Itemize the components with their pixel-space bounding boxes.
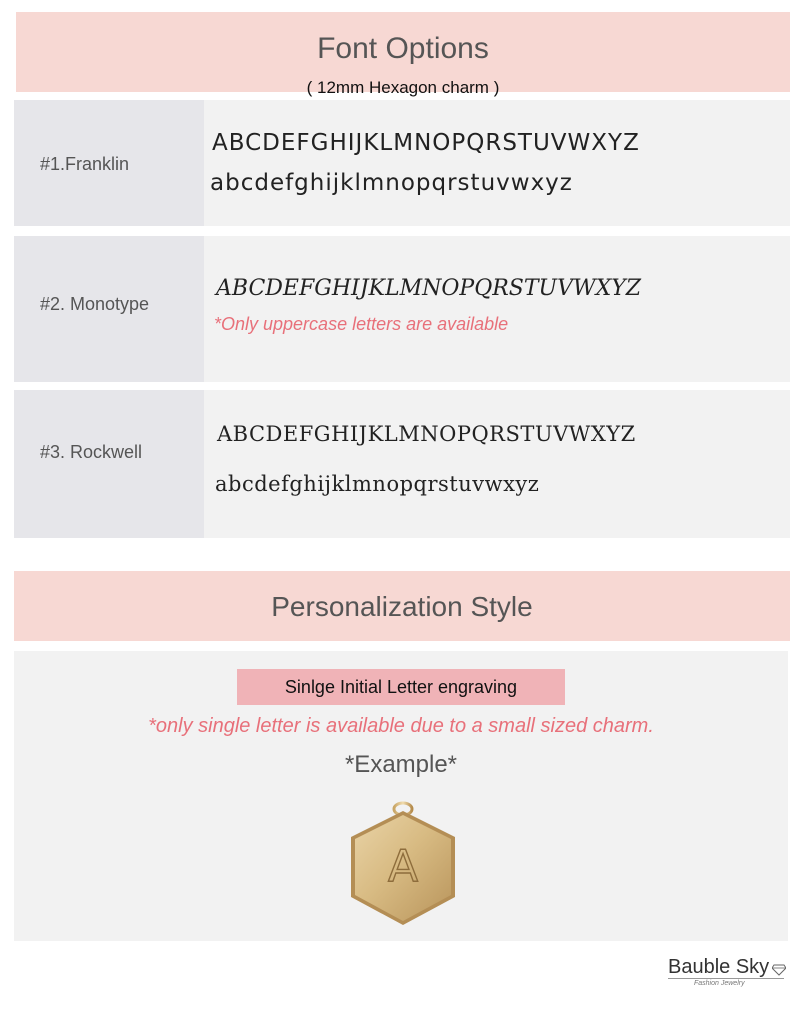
rockwell-lowercase-sample: abcdefghijklmnopqrstuvwxyz <box>215 472 540 496</box>
personalization-title: Personalization Style <box>271 591 533 622</box>
font-options-header <box>16 12 790 97</box>
font-label-cell <box>14 236 204 382</box>
personalization-note: *only single letter is available due to a small sized charm. <box>148 715 654 737</box>
font-row-rockwell <box>14 390 790 538</box>
brand-name: Bauble Sky <box>668 956 770 978</box>
monotype-note: *Only uppercase letters are available <box>214 314 509 334</box>
diamond-icon <box>772 964 786 976</box>
personalization-header <box>14 571 790 641</box>
font-row-monotype <box>14 236 790 382</box>
franklin-uppercase-sample: ABCDEFGHIJKLMNOPQRSTUVWXYZ <box>212 130 640 156</box>
brand-logo <box>668 954 788 994</box>
brand-underline <box>668 978 784 979</box>
font-label: #3. Rockwell <box>40 442 143 462</box>
font-label-cell <box>14 390 204 538</box>
monotype-uppercase-sample: ABCDEFGHIJKLMNOPQRSTUVWXYZ <box>216 276 642 301</box>
font-label: #2. Monotype <box>40 294 150 314</box>
charm-engraved-letter: A <box>387 841 419 892</box>
example-label: *Example* <box>344 751 458 778</box>
font-label-cell <box>14 100 204 226</box>
hexagon-charm-image <box>343 797 463 929</box>
font-row-franklin <box>14 100 790 226</box>
franklin-lowercase-sample: abcdefghijklmnopqrstuvwxyz <box>210 170 573 196</box>
font-options-subtitle: ( 12mm Hexagon charm ) <box>306 78 500 97</box>
font-label: #1.Franklin <box>40 154 130 174</box>
personalization-panel <box>14 651 788 941</box>
engraving-style-badge: Sinlge Initial Letter engraving <box>237 669 565 705</box>
rockwell-uppercase-sample: ABCDEFGHIJKLMNOPQRSTUVWXYZ <box>217 422 636 446</box>
brand-tagline: Fashion Jewelry <box>694 980 745 987</box>
font-options-title: Font Options <box>317 32 489 65</box>
